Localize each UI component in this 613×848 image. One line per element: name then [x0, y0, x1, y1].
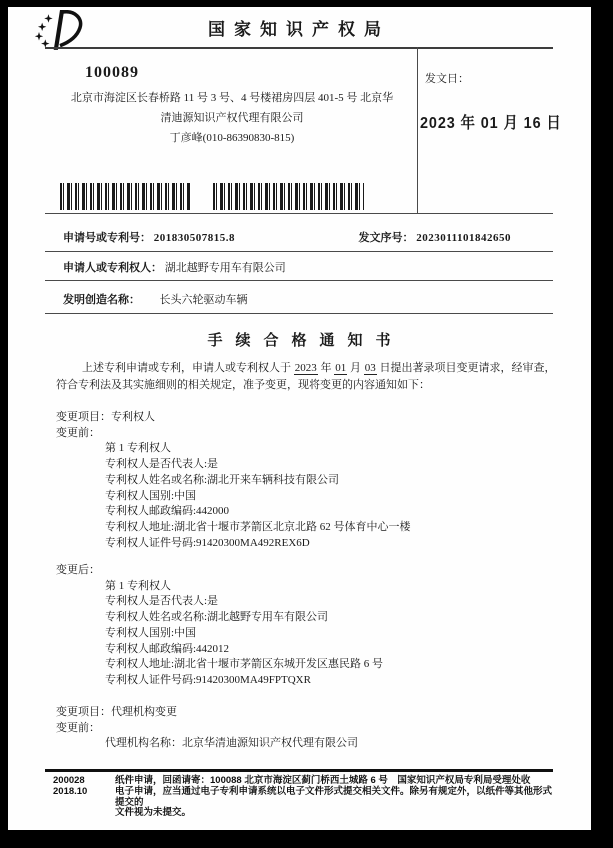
detail-line: 专利权人证件号码:91420300MA492REX6D — [105, 536, 310, 549]
doc-title: 手续合格通知书 — [207, 333, 404, 349]
table-rule-4 — [45, 313, 553, 314]
detail-line: 专利权人姓名或名称:湖北越野专用车有限公司 — [105, 611, 329, 624]
change-stage-label: 变更前： — [56, 426, 100, 439]
footer-notes — [115, 776, 558, 819]
para-day-underlined: 03 — [364, 362, 376, 374]
recipient-address-line2: 清迪源知识产权代理有限公司 — [160, 112, 304, 124]
table-rule-1 — [45, 213, 553, 214]
detail-line: 专利权人地址:湖北省十堰市茅箭区东城开发区惠民路 6 号 — [105, 658, 384, 671]
footer-form-code: 200028 — [53, 775, 85, 786]
recipient-contact: 丁彦峰(010-86390830-815) — [169, 132, 295, 144]
serial-no-label: 发文序号： — [358, 232, 414, 244]
detail-line: 专利权人是否代表人:是 — [105, 458, 219, 471]
detail-line: 专利权人邮政编码:442012 — [105, 642, 230, 655]
footer-form-date: 2018.10 — [53, 785, 88, 797]
change-stage-label: 变更后： — [56, 564, 100, 576]
footer-note-line2: 电子申请，应当通过电子专利申请系统以电子文件形式提交相关文件。除另有规定外，以纸件等其他形式提交的 — [115, 785, 553, 808]
applicant-label: 申请人或专利权人： — [63, 262, 162, 274]
detail-line: 代理机构名称：北京华清迪源知识产权代理有限公司 — [105, 737, 358, 750]
application-no-label: 申请号或专利号： — [63, 232, 151, 244]
applicant-value: 湖北越野专用车有限公司 — [164, 262, 286, 274]
change-item-label: 变更项目：代理机构变更 — [56, 706, 177, 718]
dispatch-box-divider — [417, 47, 418, 213]
detail-line: 专利权人国别:中国 — [105, 489, 197, 502]
serial-no-value: 2023011101842650 — [416, 232, 512, 244]
dispatch-date-label: 发文日： — [425, 73, 469, 85]
table-row-invention — [63, 291, 553, 307]
detail-line: 专利权人姓名或名称:湖北开来车辆科技有限公司 — [105, 473, 340, 486]
dispatch-date-value: 2023 年 01 月 16 日 — [420, 115, 562, 132]
barcode-right — [213, 183, 364, 210]
invention-value: 长头六轮驱动车辆 — [159, 294, 248, 306]
change-item-label: 变更项目：专利权人 — [56, 411, 155, 423]
header-rule — [45, 47, 553, 49]
detail-line: 专利权人国别:中国 — [105, 626, 197, 639]
change-stage-label: 变更前： — [56, 721, 100, 734]
document-page — [8, 7, 591, 830]
body-paragraph: 上述专利申请或专利，申请人或专利权人于 2023 年 01 月 03 日提出著录项目变更请求，经审查，符合专利法及其实施细则的相关规定，准予变更，现将变更的内容通知如下： — [56, 362, 556, 391]
recipient-address-line1: 北京市海淀区长春桥路 11 号 3 号、4 号楼裙房四层 401-5 号 北京华 — [70, 92, 394, 104]
detail-line: 专利权人邮政编码:442000 — [105, 505, 230, 518]
footer-rule — [45, 769, 553, 772]
detail-line: 专利权人地址:湖北省十堰市茅箭区北京北路 62 号体育中心一楼 — [105, 520, 411, 533]
recipient-address — [48, 88, 416, 148]
table-row-application — [63, 229, 553, 245]
change-section-patentee-before — [56, 410, 556, 551]
para-text: 上述专利申请或专利，申请人或专利权人于 — [82, 362, 294, 374]
para-text-after: 日提出著录项目变更请求，经审查，符合专利法及其实施细则的相关规定，准予变更，现将变更的内容通知如下： — [56, 362, 556, 391]
table-rule-3 — [45, 280, 553, 281]
recipient-postcode: 100089 — [85, 64, 139, 81]
detail-line: 第 1 专利权人 — [105, 579, 171, 592]
footer-note-line1: 纸件申请，回函请寄：100088 北京市海淀区蓟门桥西土城路 6 号 国家知识产权局专利局受理处收 — [115, 775, 531, 786]
detail-line: 专利权人证件号码:91420300MA49FPTQXR — [105, 673, 311, 686]
footer-form-codes — [53, 776, 115, 819]
footer — [53, 776, 558, 819]
detail-line: 专利权人是否代表人:是 — [105, 595, 219, 608]
table-row-applicant — [63, 259, 553, 275]
invention-label: 发明创造名称： — [63, 294, 140, 306]
para-year-underlined: 2023 — [294, 362, 317, 374]
change-section-agency — [56, 705, 556, 752]
barcode-left — [60, 183, 191, 210]
table-rule-2 — [45, 251, 553, 252]
para-month-underlined: 01 — [335, 362, 347, 374]
detail-line: 第 1 专利权人 — [105, 442, 171, 455]
change-section-patentee-after — [56, 563, 556, 689]
agency-title: 国家知识产权局 — [208, 20, 390, 39]
application-no-value: 201830507815.8 — [153, 232, 235, 244]
footer-note-line3: 文件视为未提交。 — [115, 807, 192, 819]
